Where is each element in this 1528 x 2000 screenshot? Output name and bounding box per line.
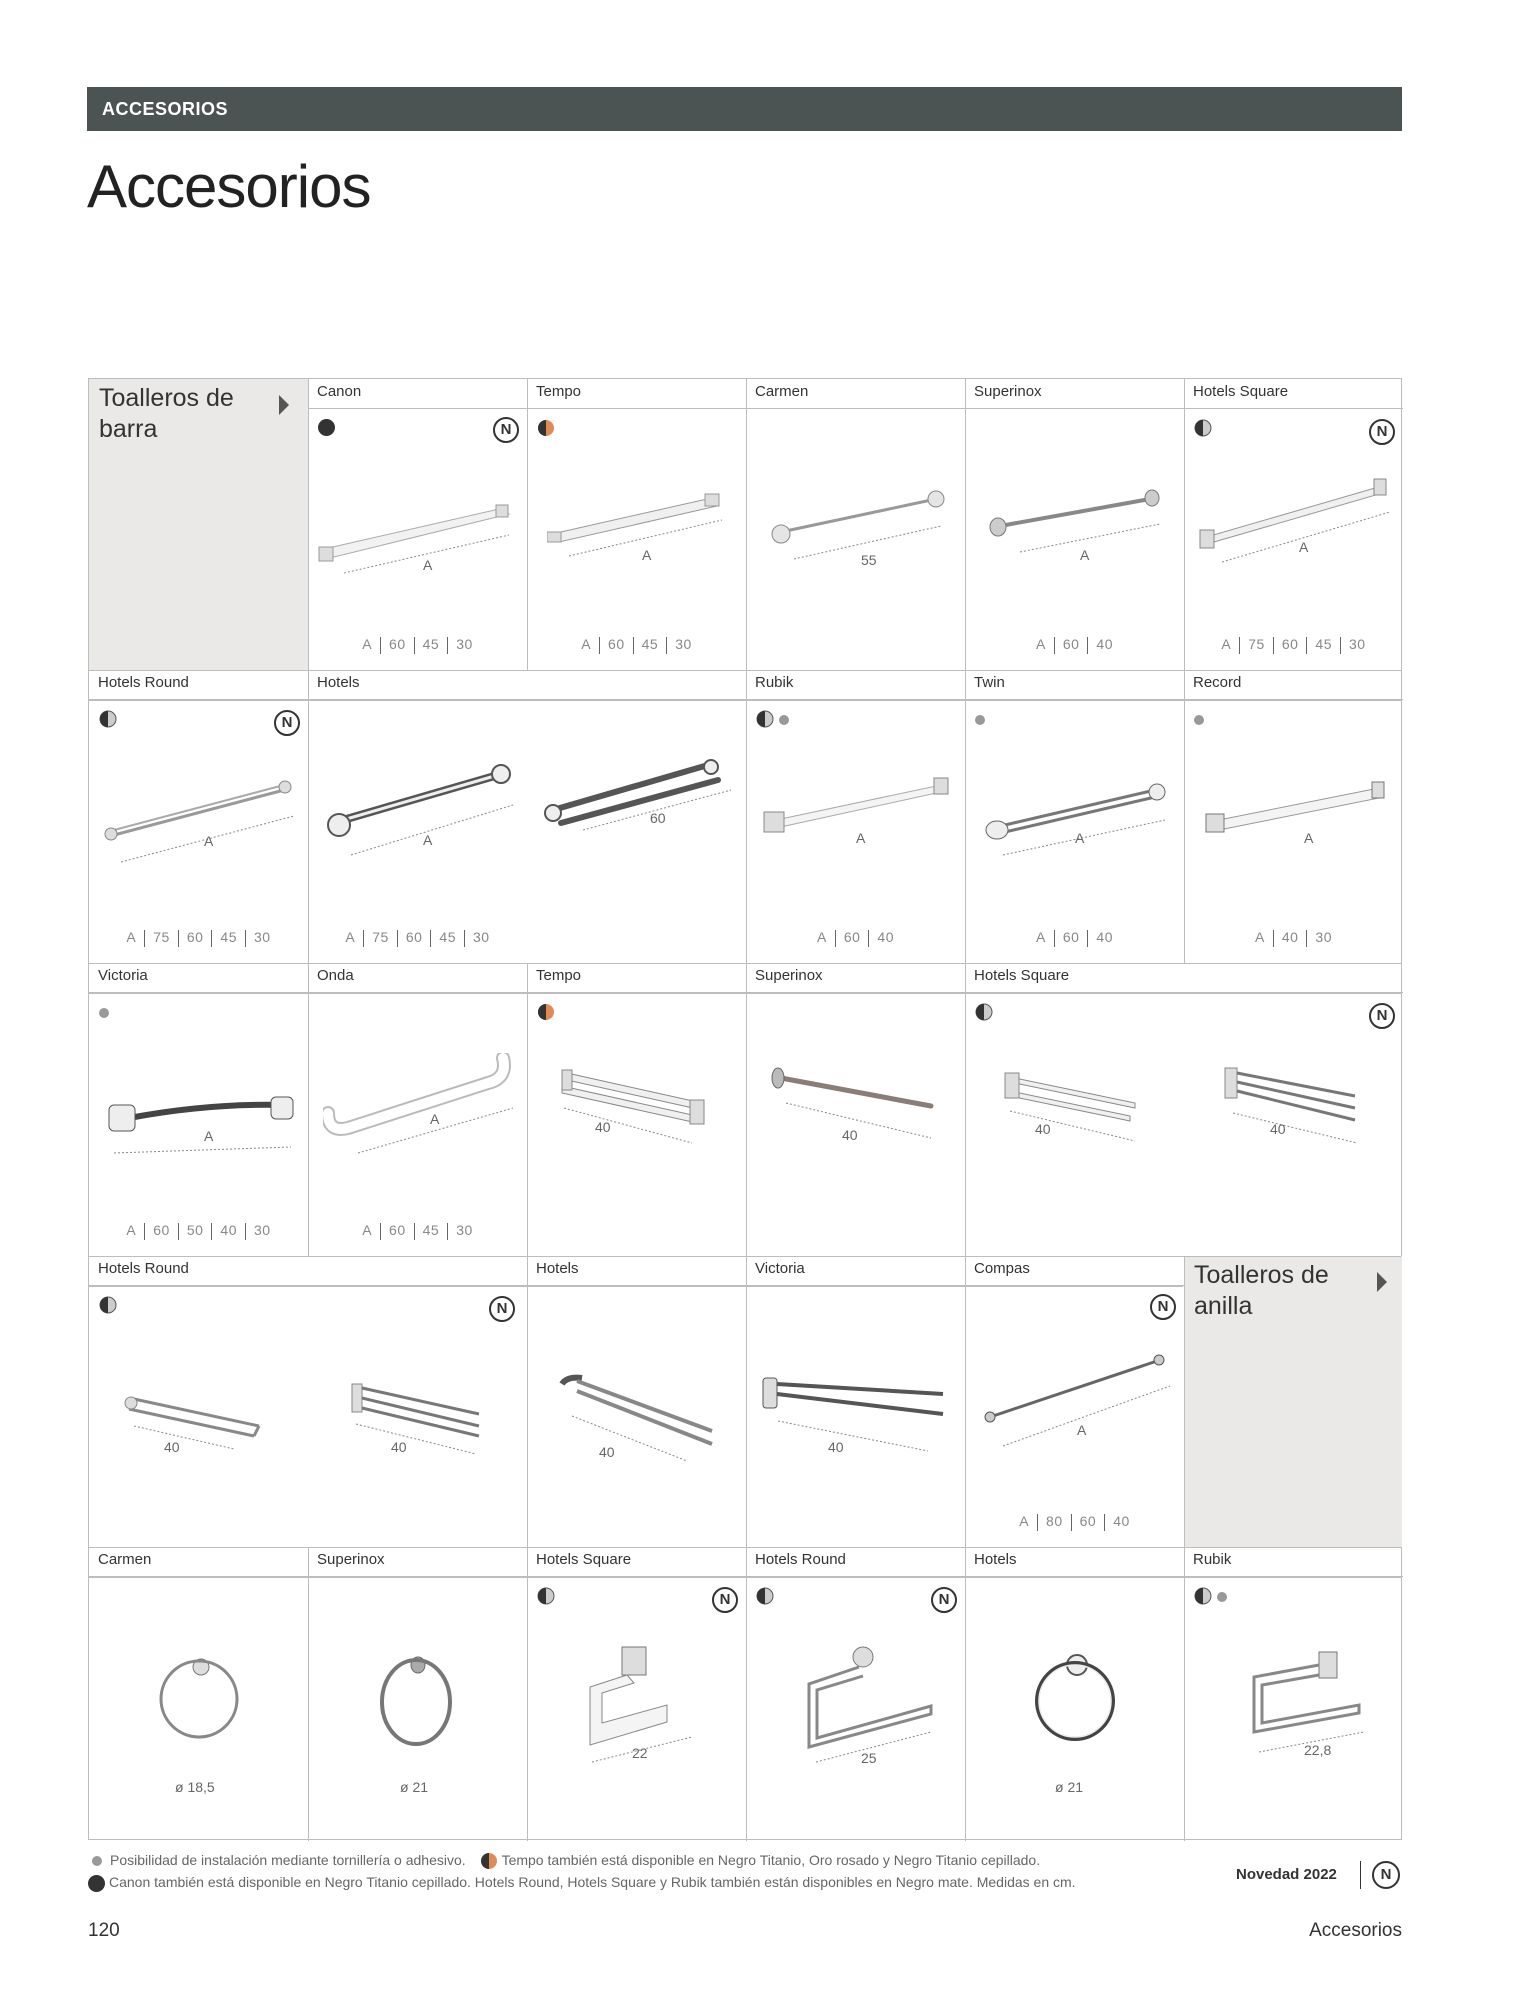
double-towel-bar-image	[995, 1063, 1175, 1153]
swivel-bar-image	[766, 1058, 946, 1158]
color-split-icon	[756, 1587, 774, 1605]
dimension-label: 40	[1270, 1121, 1286, 1137]
towel-bar-image	[1194, 770, 1394, 870]
product-name: Tempo	[527, 379, 746, 409]
footer-note-line-1: Posibilidad de instalación mediante tornillería o adhesivo. Tempo también está disponible en Negro Titanio, Oro rosado y Negro Titanio cepillado.	[92, 1852, 1040, 1870]
color-split-icon	[99, 710, 117, 728]
towel-bar-image	[323, 760, 523, 870]
color-split-icon	[1194, 419, 1212, 437]
towel-bar-image	[99, 1063, 299, 1163]
product-cell-record	[1184, 670, 1403, 963]
product-cell-hotels-square-2	[965, 963, 1403, 1256]
double-towel-bar-image	[543, 755, 743, 865]
dimension-label: 40	[391, 1439, 407, 1455]
dims-row: A 80 60 40	[1019, 1513, 1130, 1530]
dimension-label: 60	[650, 810, 666, 826]
novedad-badge-icon: N	[274, 710, 300, 736]
color-split-icon	[1194, 1587, 1212, 1605]
novedad-badge-icon: N	[489, 1296, 515, 1322]
product-cell-carmen	[746, 379, 965, 670]
adhesive-dot-icon	[975, 715, 985, 725]
dimension-label: A	[204, 833, 214, 849]
product-cell-compas	[965, 1256, 1184, 1547]
double-towel-bar-image	[552, 1058, 732, 1158]
novedad-badge-icon: N	[1369, 1003, 1395, 1029]
product-cell-hotels-2	[527, 1256, 746, 1547]
dimension-label: 25	[861, 1750, 877, 1766]
product-cell-victoria-2	[746, 1256, 965, 1547]
adhesive-dot-icon	[1217, 1592, 1227, 1602]
arrow-right-icon	[279, 395, 289, 415]
adhesive-dot-icon	[1194, 715, 1204, 725]
dimension-label: ø 21	[400, 1779, 429, 1795]
product-cell-rubik-ring	[1184, 1547, 1403, 1841]
product-name: Record	[1184, 670, 1403, 700]
color-black-icon	[318, 419, 335, 436]
novedad-badge-icon: N	[1369, 419, 1395, 445]
product-name: Hotels	[527, 1256, 746, 1286]
dimension-label: 22	[632, 1745, 648, 1761]
dimension-label: A	[423, 557, 433, 573]
product-grid	[88, 378, 1402, 1840]
towel-bar-image	[1192, 474, 1397, 574]
product-name: Onda	[308, 963, 527, 993]
product-name: Hotels Round	[746, 1547, 965, 1577]
dimension-label: 40	[1035, 1121, 1051, 1137]
page-section-label: Accesorios	[1309, 1920, 1402, 1941]
novedad-badge-icon: N	[1150, 1294, 1176, 1320]
product-name: Hotels Square	[965, 963, 1403, 993]
product-name: Hotels Round	[89, 1256, 527, 1286]
dimension-label: A	[1075, 830, 1085, 846]
novedad-badge-icon: N	[712, 1587, 738, 1613]
product-name: Hotels Square	[527, 1547, 746, 1577]
novedad-badge-icon: N	[1372, 1861, 1400, 1889]
category-title-barra: Toalleros de barra	[99, 384, 234, 443]
towel-ring-image	[368, 1637, 468, 1757]
swivel-double-bar-image	[758, 1366, 958, 1466]
product-cell-superinox-2	[746, 963, 965, 1256]
product-name: Victoria	[746, 1256, 965, 1286]
towel-bar-image	[756, 770, 956, 870]
section-header-bar: ACCESORIOS	[87, 87, 1402, 131]
product-name: Canon	[308, 379, 527, 409]
dimension-label: ø 21	[1055, 1779, 1084, 1795]
product-cell-victoria	[89, 963, 308, 1256]
towel-bar-image	[99, 770, 299, 870]
dims-row: A 75 60 45 30	[126, 929, 271, 946]
color-split-icon	[756, 710, 774, 728]
dimension-label: 40	[599, 1444, 615, 1460]
product-name: Hotels	[965, 1547, 1184, 1577]
swivel-bar-image	[552, 1366, 732, 1476]
novedad-label: Novedad 2022	[1236, 1866, 1337, 1883]
dimension-label: 40	[828, 1439, 844, 1455]
dims-row: A 60 45 30	[362, 636, 473, 653]
dimension-label: ø 18,5	[175, 1779, 215, 1795]
dimension-label: 40	[164, 1439, 180, 1455]
color-split-icon	[975, 1003, 993, 1021]
adhesive-dot-icon	[92, 1856, 102, 1866]
product-cell-canon	[308, 379, 527, 670]
dimension-label: A	[1299, 539, 1309, 555]
product-cell-hotels-round-ring	[746, 1547, 965, 1841]
product-cell-hotels-square	[1184, 379, 1403, 670]
dimension-label: A	[423, 832, 433, 848]
color-split-icon	[537, 1587, 555, 1605]
product-cell-superinox-ring	[308, 1547, 527, 1841]
product-cell-onda	[308, 963, 527, 1256]
towel-bar-image	[975, 770, 1175, 870]
product-name: Compas	[965, 1256, 1184, 1286]
product-name: Superinox	[308, 1547, 527, 1577]
dimension-label: A	[1304, 830, 1314, 846]
dimension-label: 40	[842, 1127, 858, 1143]
product-cell-carmen-ring	[89, 1547, 308, 1841]
product-name: Carmen	[746, 379, 965, 409]
dimension-label: 22,8	[1304, 1742, 1332, 1758]
dimension-label: A	[1077, 1422, 1087, 1438]
dims-row: A 75 60 45 30	[1221, 636, 1366, 653]
page-title: Accesorios	[87, 153, 371, 220]
product-name: Hotels Round	[89, 670, 308, 700]
novedad-badge-icon: N	[931, 1587, 957, 1613]
dims-row: A 60 50 40 30	[126, 1222, 271, 1239]
product-cell-hotels-ring	[965, 1547, 1184, 1841]
dimension-label: A	[204, 1128, 214, 1144]
dims-row: A 40 30	[1255, 929, 1332, 946]
adhesive-dot-icon	[779, 715, 789, 725]
dims-row: A 60 40	[1036, 636, 1113, 653]
product-cell-tempo	[527, 379, 746, 670]
color-split-icon	[480, 1852, 498, 1870]
dims-row: A 60 40	[817, 929, 894, 946]
product-name: Rubik	[1184, 1547, 1403, 1577]
towel-bar-image	[975, 1351, 1175, 1461]
product-name: Hotels	[308, 670, 746, 700]
product-name: Twin	[965, 670, 1184, 700]
page-number: 120	[88, 1920, 120, 1941]
double-towel-bar-image	[119, 1381, 299, 1471]
dims-row: A 60 45 30	[362, 1222, 473, 1239]
arrow-right-icon	[1377, 1272, 1387, 1292]
product-name: Tempo	[527, 963, 746, 993]
color-black-icon	[88, 1875, 105, 1892]
color-split-icon	[537, 419, 555, 437]
product-cell-tempo-2	[527, 963, 746, 1256]
product-name: Victoria	[89, 963, 308, 993]
divider	[1360, 1861, 1361, 1889]
dims-row: A 60 45 30	[581, 636, 692, 653]
product-name: Hotels Square	[1184, 379, 1403, 409]
dimension-label: A	[430, 1111, 440, 1127]
towel-bar-image	[314, 489, 519, 579]
dimension-label: A	[642, 547, 652, 563]
swivel-double-bar-image	[344, 1376, 524, 1476]
product-cell-hotels-round	[89, 670, 308, 963]
towel-ring-image	[149, 1637, 249, 1757]
towel-ring-image	[791, 1632, 941, 1767]
product-name: Superinox	[746, 963, 965, 993]
dims-row: A 75 60 45 30	[345, 929, 490, 946]
footer-note-line-2: Canon también está disponible en Negro Titanio cepillado. Hotels Round, Hotels Square y Rubik también están disponibles en Negro mate. Medidas en cm.	[88, 1874, 1076, 1892]
dimension-label: A	[1080, 547, 1090, 563]
product-cell-rubik	[746, 670, 965, 963]
product-name: Carmen	[89, 1547, 308, 1577]
product-cell-twin	[965, 670, 1184, 963]
product-cell-hotels-round-2	[89, 1256, 527, 1547]
product-cell-superinox	[965, 379, 1184, 670]
towel-bar-image	[323, 1053, 518, 1163]
novedad-badge-icon: N	[493, 417, 519, 443]
category-title-anilla: Toalleros de anilla	[1194, 1261, 1329, 1320]
dimension-label: A	[856, 830, 866, 846]
product-cell-hotels	[308, 670, 746, 963]
product-cell-hotels-square-ring	[527, 1547, 746, 1841]
dimension-label: 40	[595, 1119, 611, 1135]
product-name: Superinox	[965, 379, 1184, 409]
product-name: Rubik	[746, 670, 965, 700]
dimension-label: 55	[861, 552, 877, 568]
dims-row: A 60 40	[1036, 929, 1113, 946]
color-split-icon	[537, 1003, 555, 1021]
swivel-double-bar-image	[1215, 1058, 1395, 1158]
color-split-icon	[99, 1296, 117, 1314]
towel-ring-image	[1025, 1637, 1125, 1757]
adhesive-dot-icon	[99, 1008, 109, 1018]
